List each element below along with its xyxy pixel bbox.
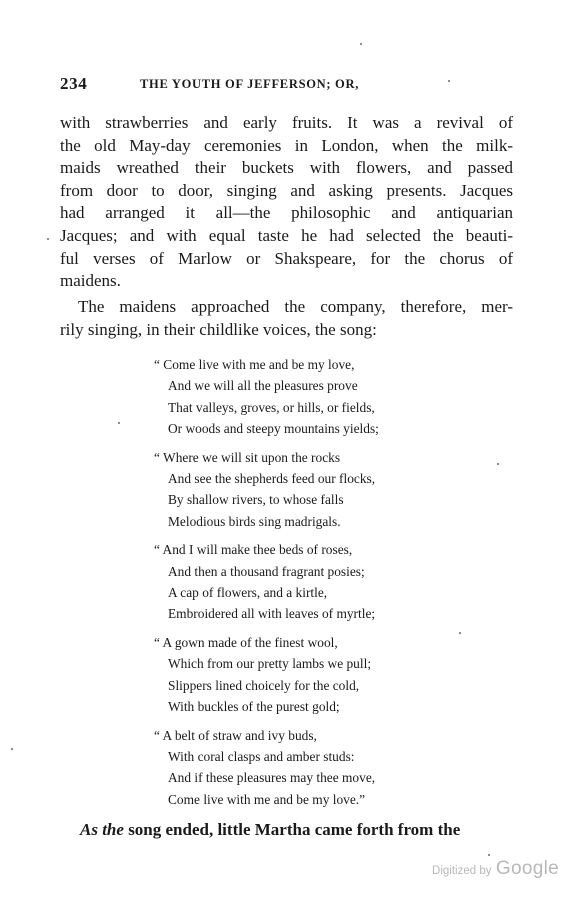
poem-verse: With coral clasps and amber studs: bbox=[168, 748, 355, 764]
poem-verse: And if these pleasures may thee move, bbox=[168, 770, 376, 786]
page-number: 234 bbox=[60, 74, 88, 93]
paragraph-1 bbox=[60, 112, 513, 293]
scan-speck bbox=[459, 632, 461, 634]
text-line: with strawberries and early fruits. It was a revival of bbox=[60, 113, 513, 132]
text-line: from door to door, singing and asking presents. Jacques bbox=[60, 180, 513, 200]
poem-stanza bbox=[154, 447, 434, 533]
poem-verse: Which from our pretty lambs we pull; bbox=[168, 656, 372, 672]
text-line: maids wreathed their buckets with flowers, and passed bbox=[60, 158, 513, 178]
poem-verse: By shallow rivers, to whose falls bbox=[168, 492, 344, 508]
closing-italic: As the bbox=[80, 820, 124, 839]
poem-verse: Come live with me and be my love.” bbox=[168, 791, 366, 807]
closing-line bbox=[80, 820, 514, 840]
poem-verse: Or woods and steepy mountains yields; bbox=[168, 421, 379, 437]
poem-verse: That valleys, groves, or hills, or fields, bbox=[168, 399, 375, 415]
poem-stanza bbox=[154, 354, 434, 440]
google-logo: Google bbox=[495, 858, 559, 879]
poem-verse: “ A belt of straw and ivy buds, bbox=[154, 727, 317, 743]
poem-verse: “ And I will make thee beds of roses, bbox=[154, 542, 353, 558]
paragraph-2 bbox=[60, 296, 513, 341]
scan-speck bbox=[488, 854, 490, 856]
closing-rest: song ended, little Martha came forth from the bbox=[123, 820, 461, 839]
running-head bbox=[60, 74, 515, 94]
scan-speck bbox=[448, 80, 450, 82]
poem bbox=[154, 354, 434, 817]
scan-speck bbox=[11, 748, 13, 750]
digitized-watermark bbox=[432, 858, 559, 880]
text-line: The maidens approached the company, therefore, mer- bbox=[78, 297, 513, 316]
poem-verse: Melodious birds sing madrigals. bbox=[168, 513, 341, 529]
poem-stanza bbox=[154, 725, 434, 811]
text-line: Jacques; and with equal taste he had selected the beauti- bbox=[60, 225, 513, 245]
scan-speck bbox=[47, 238, 49, 240]
scan-speck bbox=[497, 463, 499, 465]
text-line: ful verses of Marlow or Shakspeare, for the chorus of bbox=[60, 248, 513, 268]
scan-speck bbox=[360, 43, 362, 45]
poem-verse: Embroidered all with leaves of myrtle; bbox=[168, 606, 376, 622]
poem-verse: Slippers lined choicely for the cold, bbox=[168, 677, 360, 693]
poem-verse: “ Come live with me and be my love, bbox=[154, 357, 355, 372]
poem-verse: A cap of flowers, and a kirtle, bbox=[168, 585, 328, 601]
text-line: the old May-day ceremonies in London, when the milk- bbox=[60, 135, 513, 155]
poem-verse: And then a thousand fragrant posies; bbox=[168, 563, 365, 579]
watermark-prefix: Digitized by bbox=[432, 865, 492, 877]
poem-verse: And we will all the pleasures prove bbox=[168, 378, 358, 394]
poem-verse: And see the shepherds feed our flocks, bbox=[168, 471, 376, 487]
poem-stanza bbox=[154, 632, 434, 718]
text-line: maidens. bbox=[60, 271, 121, 291]
text-line: rily singing, in their childlike voices, the song: bbox=[60, 319, 377, 339]
running-title: THE YOUTH OF JEFFERSON; OR, bbox=[140, 77, 360, 91]
poem-stanza bbox=[154, 539, 434, 625]
poem-verse: “ A gown made of the finest wool, bbox=[154, 634, 338, 650]
scan-speck bbox=[118, 422, 120, 424]
poem-verse: With buckles of the purest gold; bbox=[168, 699, 340, 715]
poem-verse: “ Where we will sit upon the rocks bbox=[154, 449, 341, 465]
text-line: had arranged it all—the philosophic and antiquarian bbox=[60, 203, 513, 223]
